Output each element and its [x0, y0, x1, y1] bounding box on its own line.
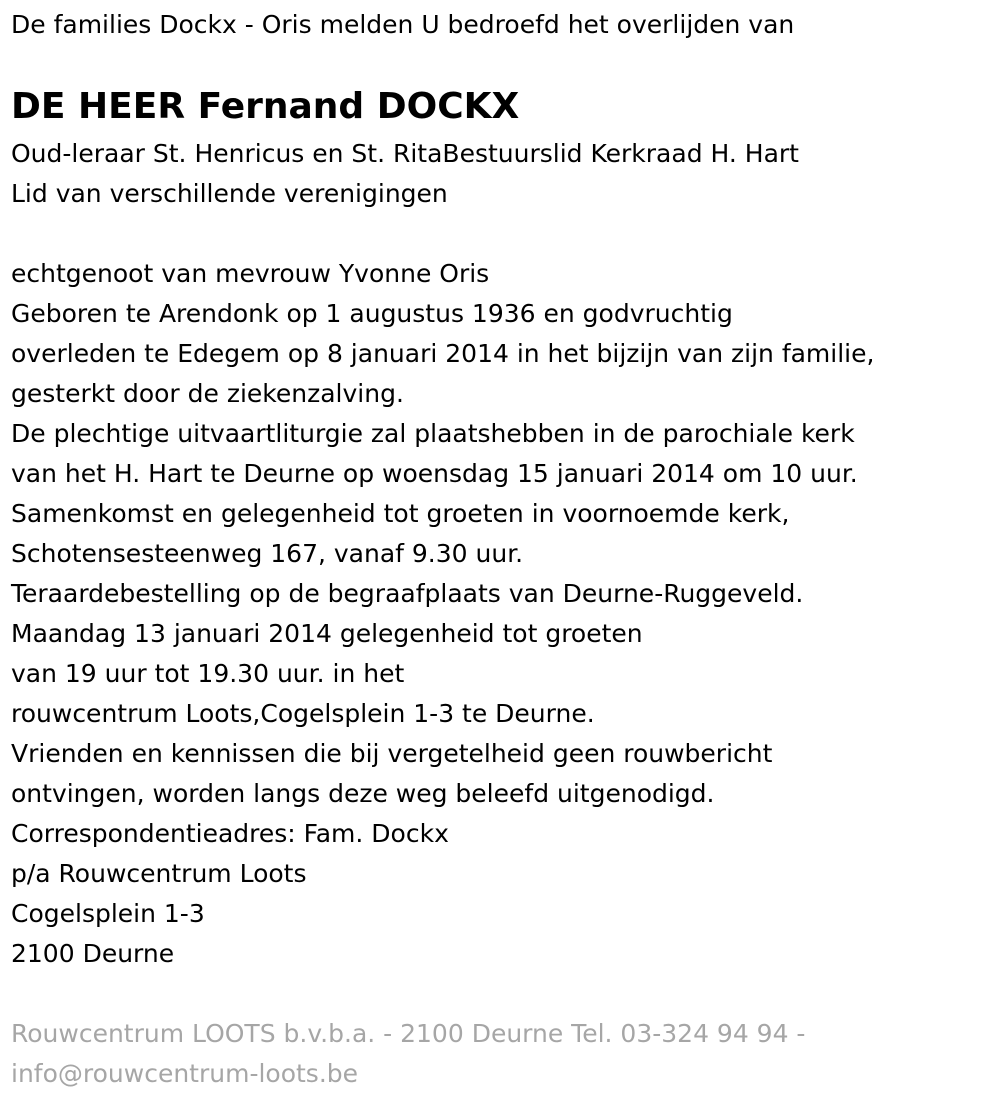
announcement-intro: De families Dockx - Oris melden U bedroefd het overlijden van [11, 10, 795, 39]
visitation-line: Maandag 13 januari 2014 gelegenheid tot groeten [11, 619, 643, 648]
death-line: overleden te Edegem op 8 januari 2014 in het bijzijn van zijn familie, [11, 339, 875, 368]
burial-line: Teraardebestelling op de begraafplaats van Deurne-Ruggeveld. [11, 579, 804, 608]
correspondence-line: Correspondentieadres: Fam. Dockx [11, 819, 449, 848]
gathering-line: Samenkomst en gelegenheid tot groeten in voornoemde kerk, [11, 499, 790, 528]
notice-body [11, 134, 874, 974]
invitation-line: ontvingen, worden langs deze weg beleefd uitgenodigd. [11, 779, 715, 808]
funeral-line: De plechtige uitvaartliturgie zal plaatshebben in de parochiale kerk [11, 419, 855, 448]
role-line: Lid van verschillende verenigingen [11, 179, 448, 208]
spouse-line: echtgenoot van mevrouw Yvonne Oris [11, 259, 490, 288]
invitation-line: Vrienden en kennissen die bij vergetelheid geen rouwbericht [11, 739, 773, 768]
footer-contact-line: Rouwcentrum LOOTS b.v.b.a. - 2100 Deurne Tel. 03-324 94 94 - [11, 1019, 806, 1048]
correspondence-line: Cogelsplein 1-3 [11, 899, 205, 928]
visitation-line: van 19 uur tot 19.30 uur. in het [11, 659, 405, 688]
spacer [11, 214, 874, 254]
correspondence-line: p/a Rouwcentrum Loots [11, 859, 307, 888]
footer-email: info@rouwcentrum-loots.be [11, 1059, 359, 1088]
visitation-line: rouwcentrum Loots,Cogelsplein 1-3 te Deurne. [11, 699, 595, 728]
deceased-name: DE HEER Fernand DOCKX [11, 86, 520, 127]
birth-line: Geboren te Arendonk op 1 augustus 1936 en godvruchtig [11, 299, 733, 328]
death-line: gesterkt door de ziekenzalving. [11, 379, 404, 408]
correspondence-line: 2100 Deurne [11, 939, 175, 968]
funeral-line: van het H. Hart te Deurne op woensdag 15 januari 2014 om 10 uur. [11, 459, 858, 488]
funeral-home-footer [11, 1014, 805, 1094]
role-line: Oud-leraar St. Henricus en St. RitaBestuurslid Kerkraad H. Hart [11, 139, 799, 168]
gathering-line: Schotensesteenweg 167, vanaf 9.30 uur. [11, 539, 524, 568]
